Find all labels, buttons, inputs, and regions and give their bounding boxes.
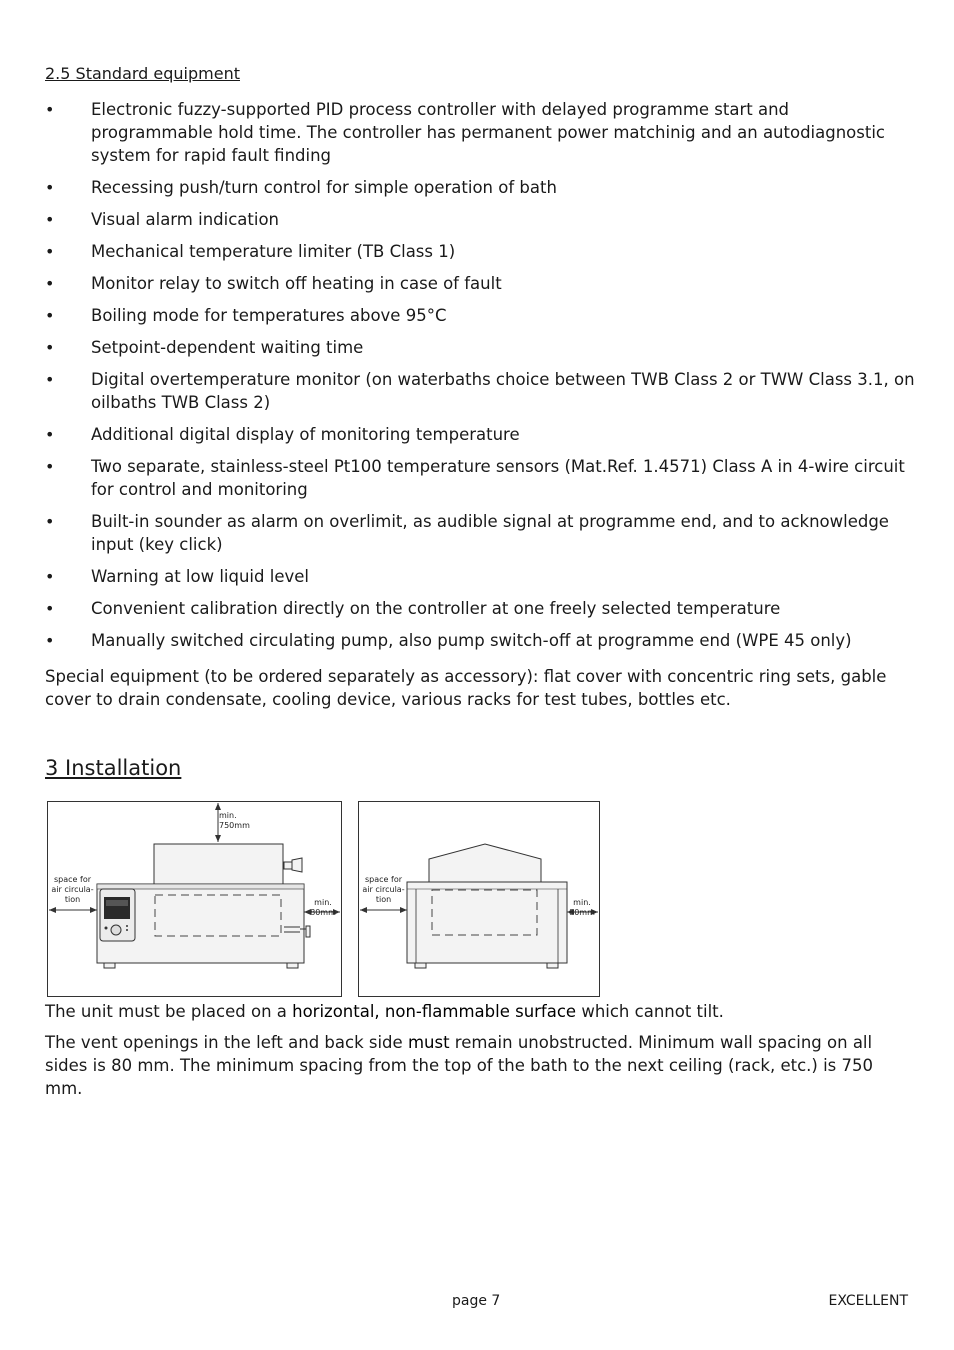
placement-text: The unit must be placed on a	[45, 1002, 293, 1021]
air-label-line: tion	[64, 895, 81, 904]
list-item	[45, 304, 915, 327]
bullet-icon: •	[45, 178, 55, 197]
bullet-icon: •	[45, 370, 55, 389]
bullet-icon: •	[45, 599, 55, 618]
list-item	[45, 368, 915, 414]
list-item-text: Monitor relay to switch off heating in case of fault	[91, 274, 502, 293]
list-item	[45, 272, 915, 295]
clearance-label-line: min.	[219, 811, 237, 820]
special-equipment-paragraph: Special equipment (to be ordered separately as accessory): flat cover with concentric ring sets, gable cover to drain condensate, cooling device, various racks for test tubes, bottles etc.	[45, 667, 887, 709]
bullet-icon: •	[45, 306, 55, 325]
wall-clearance-label	[567, 898, 597, 918]
air-circulation-label	[361, 875, 406, 905]
installation-heading: 3 Installation	[45, 756, 182, 780]
bullet-icon: •	[45, 338, 55, 357]
list-item-text: Digital overtemperature monitor (on waterbaths choice between TWB Class 2 or TWW Class 3.1, on oilbaths TWB Class 2)	[91, 370, 915, 412]
front-view-diagram	[47, 801, 342, 997]
air-label-line: tion	[375, 895, 392, 904]
clearance-label-line: 80mm	[569, 908, 595, 917]
bullet-icon: •	[45, 210, 55, 229]
list-item	[45, 565, 915, 588]
bullet-icon: •	[45, 631, 55, 650]
section-subheading: 2.5 Standard equipment	[45, 64, 240, 83]
list-item-text: Mechanical temperature limiter (TB Class 1)	[91, 242, 456, 261]
bullet-icon: •	[45, 457, 55, 476]
ceiling-clearance-label	[219, 811, 250, 831]
air-circulation-label	[50, 875, 95, 905]
side-view-diagram	[358, 801, 600, 997]
list-item-text: Additional digital display of monitoring temperature	[91, 425, 520, 444]
ventilation-text: The vent openings in the left and back side	[45, 1033, 408, 1052]
air-label-line: space for	[364, 875, 402, 884]
list-item	[45, 455, 915, 501]
list-item-text: Recessing push/turn control for simple operation of bath	[91, 178, 557, 197]
bullet-icon: •	[45, 274, 55, 293]
list-item	[45, 240, 915, 263]
list-item	[45, 98, 915, 167]
list-item-text: Built-in sounder as alarm on overlimit, as audible signal at programme end, and to acknowledge input (key click)	[91, 512, 889, 554]
bullet-icon: •	[45, 567, 55, 586]
list-item	[45, 629, 915, 652]
list-item	[45, 597, 915, 620]
placement-emphasis: horizontal, non-flammable surface	[292, 1002, 577, 1021]
list-item-text: Setpoint-dependent waiting time	[91, 338, 364, 357]
placement-paragraph	[45, 1000, 915, 1023]
list-item	[45, 176, 915, 199]
list-item-text: Visual alarm indication	[91, 210, 280, 229]
footer-brand: EXCELLENT	[828, 1293, 908, 1309]
ventilation-text: remain unobstructed. Minimum wall spacing on all sides is 80 mm. The minimum spacing from the top of the bath to the next ceiling (rack, etc.) is 750 mm.	[45, 1033, 873, 1098]
wall-clearance-label	[308, 898, 338, 918]
list-item	[45, 336, 915, 359]
list-item-text: Convenient calibration directly on the controller at one freely selected temperature	[91, 599, 781, 618]
air-label-line: space for	[53, 875, 91, 884]
page-number: page 7	[452, 1293, 501, 1309]
air-label-line: air circula-	[362, 885, 405, 894]
placement-text: which cannot tilt.	[576, 1002, 724, 1021]
equipment-list	[45, 98, 915, 661]
bullet-icon: •	[45, 100, 55, 119]
bullet-icon: •	[45, 242, 55, 261]
list-item	[45, 510, 915, 556]
air-label-line: air circula-	[51, 885, 94, 894]
list-item	[45, 423, 915, 446]
clearance-label-line: 750mm	[219, 821, 250, 830]
clearance-label-line: min.	[314, 898, 332, 907]
ventilation-paragraph	[45, 1031, 915, 1100]
list-item-text: Electronic fuzzy-supported PID process controller with delayed programme start and programmable hold time. The controller has permanent power matchinig and an autodiagnostic system for rapid fault finding	[91, 100, 885, 165]
list-item	[45, 208, 915, 231]
ventilation-emphasis: must	[407, 1033, 450, 1052]
bullet-icon: •	[45, 512, 55, 531]
list-item-text: Manually switched circulating pump, also pump switch-off at programme end (WPE 45 only)	[91, 631, 852, 650]
bullet-icon: •	[45, 425, 55, 444]
clearance-label-line: 80mm	[310, 908, 336, 917]
list-item-text: Warning at low liquid level	[91, 567, 309, 586]
list-item-text: Two separate, stainless-steel Pt100 temperature sensors (Mat.Ref. 1.4571) Class A in 4-wire circuit for control and monitoring	[91, 457, 905, 499]
list-item-text: Boiling mode for temperatures above 95°C	[91, 306, 447, 325]
clearance-label-line: min.	[573, 898, 591, 907]
